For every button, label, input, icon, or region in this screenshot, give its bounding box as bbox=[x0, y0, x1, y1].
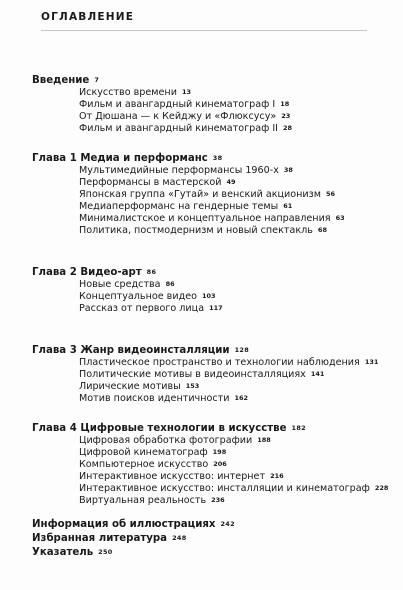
entry-title: Интерактивное искусство: инсталляции и кинематограф bbox=[79, 483, 370, 494]
entry-title: Виртуальная реальность bbox=[79, 495, 207, 506]
page-number: 188 bbox=[257, 436, 271, 444]
entry-title: Политические мотивы в видеоинсталляциях bbox=[79, 369, 306, 380]
page-number: 153 bbox=[185, 382, 200, 390]
page-number: 86 bbox=[165, 280, 175, 288]
entry-title: Новые средства bbox=[79, 279, 161, 290]
page-number: 206 bbox=[213, 460, 227, 468]
entry-title: Японская группа «Гутай» и венский акционизм bbox=[79, 189, 322, 200]
toc-section-entry bbox=[32, 532, 187, 545]
entry-title: Цифровая обработка фотографии bbox=[79, 435, 253, 446]
page-number: 61 bbox=[283, 202, 293, 210]
entry-title: Концептуальное видео bbox=[79, 291, 197, 302]
entry-title: Медиаперформанс на гендерные темы bbox=[79, 201, 279, 212]
page-number: 56 bbox=[326, 190, 336, 198]
toc-subsection-entry bbox=[79, 122, 292, 135]
page-number: 23 bbox=[281, 112, 291, 120]
entry-title: Глава 4 Цифровые технологии в искусстве bbox=[32, 423, 287, 434]
entry-title: От Дюшана — к Кейджу и «Флюксусу» bbox=[79, 111, 277, 122]
page-number: 86 bbox=[146, 268, 157, 276]
title-rule bbox=[41, 30, 367, 31]
toc-subsection-entry bbox=[79, 494, 225, 507]
entry-title: Мультимедийные перформансы 1960-х bbox=[79, 165, 279, 176]
page-number: 7 bbox=[94, 76, 100, 84]
entry-title: Интерактивное искусство: интернет bbox=[79, 471, 266, 482]
entry-title: Минималистское и концептуальное направления bbox=[79, 213, 331, 224]
page-number: 228 bbox=[374, 484, 389, 492]
entry-title: Пластическое пространство и технологии наблюдения bbox=[79, 357, 360, 368]
page-title: ОГЛАВЛЕНИЕ bbox=[41, 11, 135, 23]
page-number: 49 bbox=[226, 178, 236, 186]
entry-title: Фильм и авангардный кинематограф I bbox=[79, 99, 276, 110]
entry-title: Перформансы в мастерской bbox=[79, 177, 222, 188]
entry-title: Указатель bbox=[32, 547, 94, 558]
toc-subsection-entry bbox=[79, 392, 248, 405]
toc-subsection-entry bbox=[79, 302, 223, 315]
entry-title: Политика, постмодернизм и новый спектакль bbox=[79, 225, 313, 236]
page-number: 28 bbox=[283, 124, 293, 132]
entry-title: Избранная литература bbox=[32, 533, 168, 544]
page-number: 103 bbox=[201, 292, 216, 300]
page-number: 68 bbox=[317, 226, 327, 234]
entry-title: Цифровой кинематограф bbox=[79, 447, 208, 458]
entry-title: Компьютерное искусство bbox=[79, 459, 209, 470]
page-number: 162 bbox=[234, 394, 249, 402]
page-number: 18 bbox=[280, 100, 290, 108]
page-number: 141 bbox=[310, 370, 325, 378]
page-number: 63 bbox=[335, 214, 345, 222]
entry-title: Введение bbox=[32, 75, 90, 86]
page-number: 236 bbox=[211, 496, 225, 504]
entry-title: Глава 1 Медиа и перформанс bbox=[32, 153, 208, 164]
page-number: 216 bbox=[270, 472, 284, 480]
entry-title: Глава 3 Жанр видеоинсталляции bbox=[32, 345, 230, 356]
entry-title: Искусство времени bbox=[79, 87, 177, 98]
entry-title: Рассказ от первого лица bbox=[79, 303, 205, 314]
page-number: 250 bbox=[98, 548, 113, 556]
page-number: 131 bbox=[364, 358, 379, 366]
entry-title: Информация об иллюстрациях bbox=[32, 519, 216, 530]
page-number: 117 bbox=[209, 304, 223, 312]
toc-section-entry bbox=[32, 546, 113, 559]
page-number: 198 bbox=[212, 448, 227, 456]
entry-title: Лирические мотивы bbox=[79, 381, 181, 392]
page-number: 248 bbox=[172, 534, 187, 542]
entry-title: Глава 2 Видео-арт bbox=[32, 267, 142, 278]
toc-section-entry bbox=[32, 518, 235, 531]
entry-title: Фильм и авангардный кинематограф II bbox=[79, 123, 279, 134]
page-number: 242 bbox=[220, 520, 235, 528]
page-number: 13 bbox=[181, 88, 191, 96]
page-number: 182 bbox=[291, 424, 306, 432]
entry-title: Мотив поисков идентичности bbox=[79, 393, 230, 404]
page-number: 38 bbox=[212, 154, 223, 162]
page-number: 128 bbox=[234, 346, 250, 354]
page-number: 38 bbox=[283, 166, 293, 174]
toc-subsection-entry bbox=[79, 224, 327, 237]
